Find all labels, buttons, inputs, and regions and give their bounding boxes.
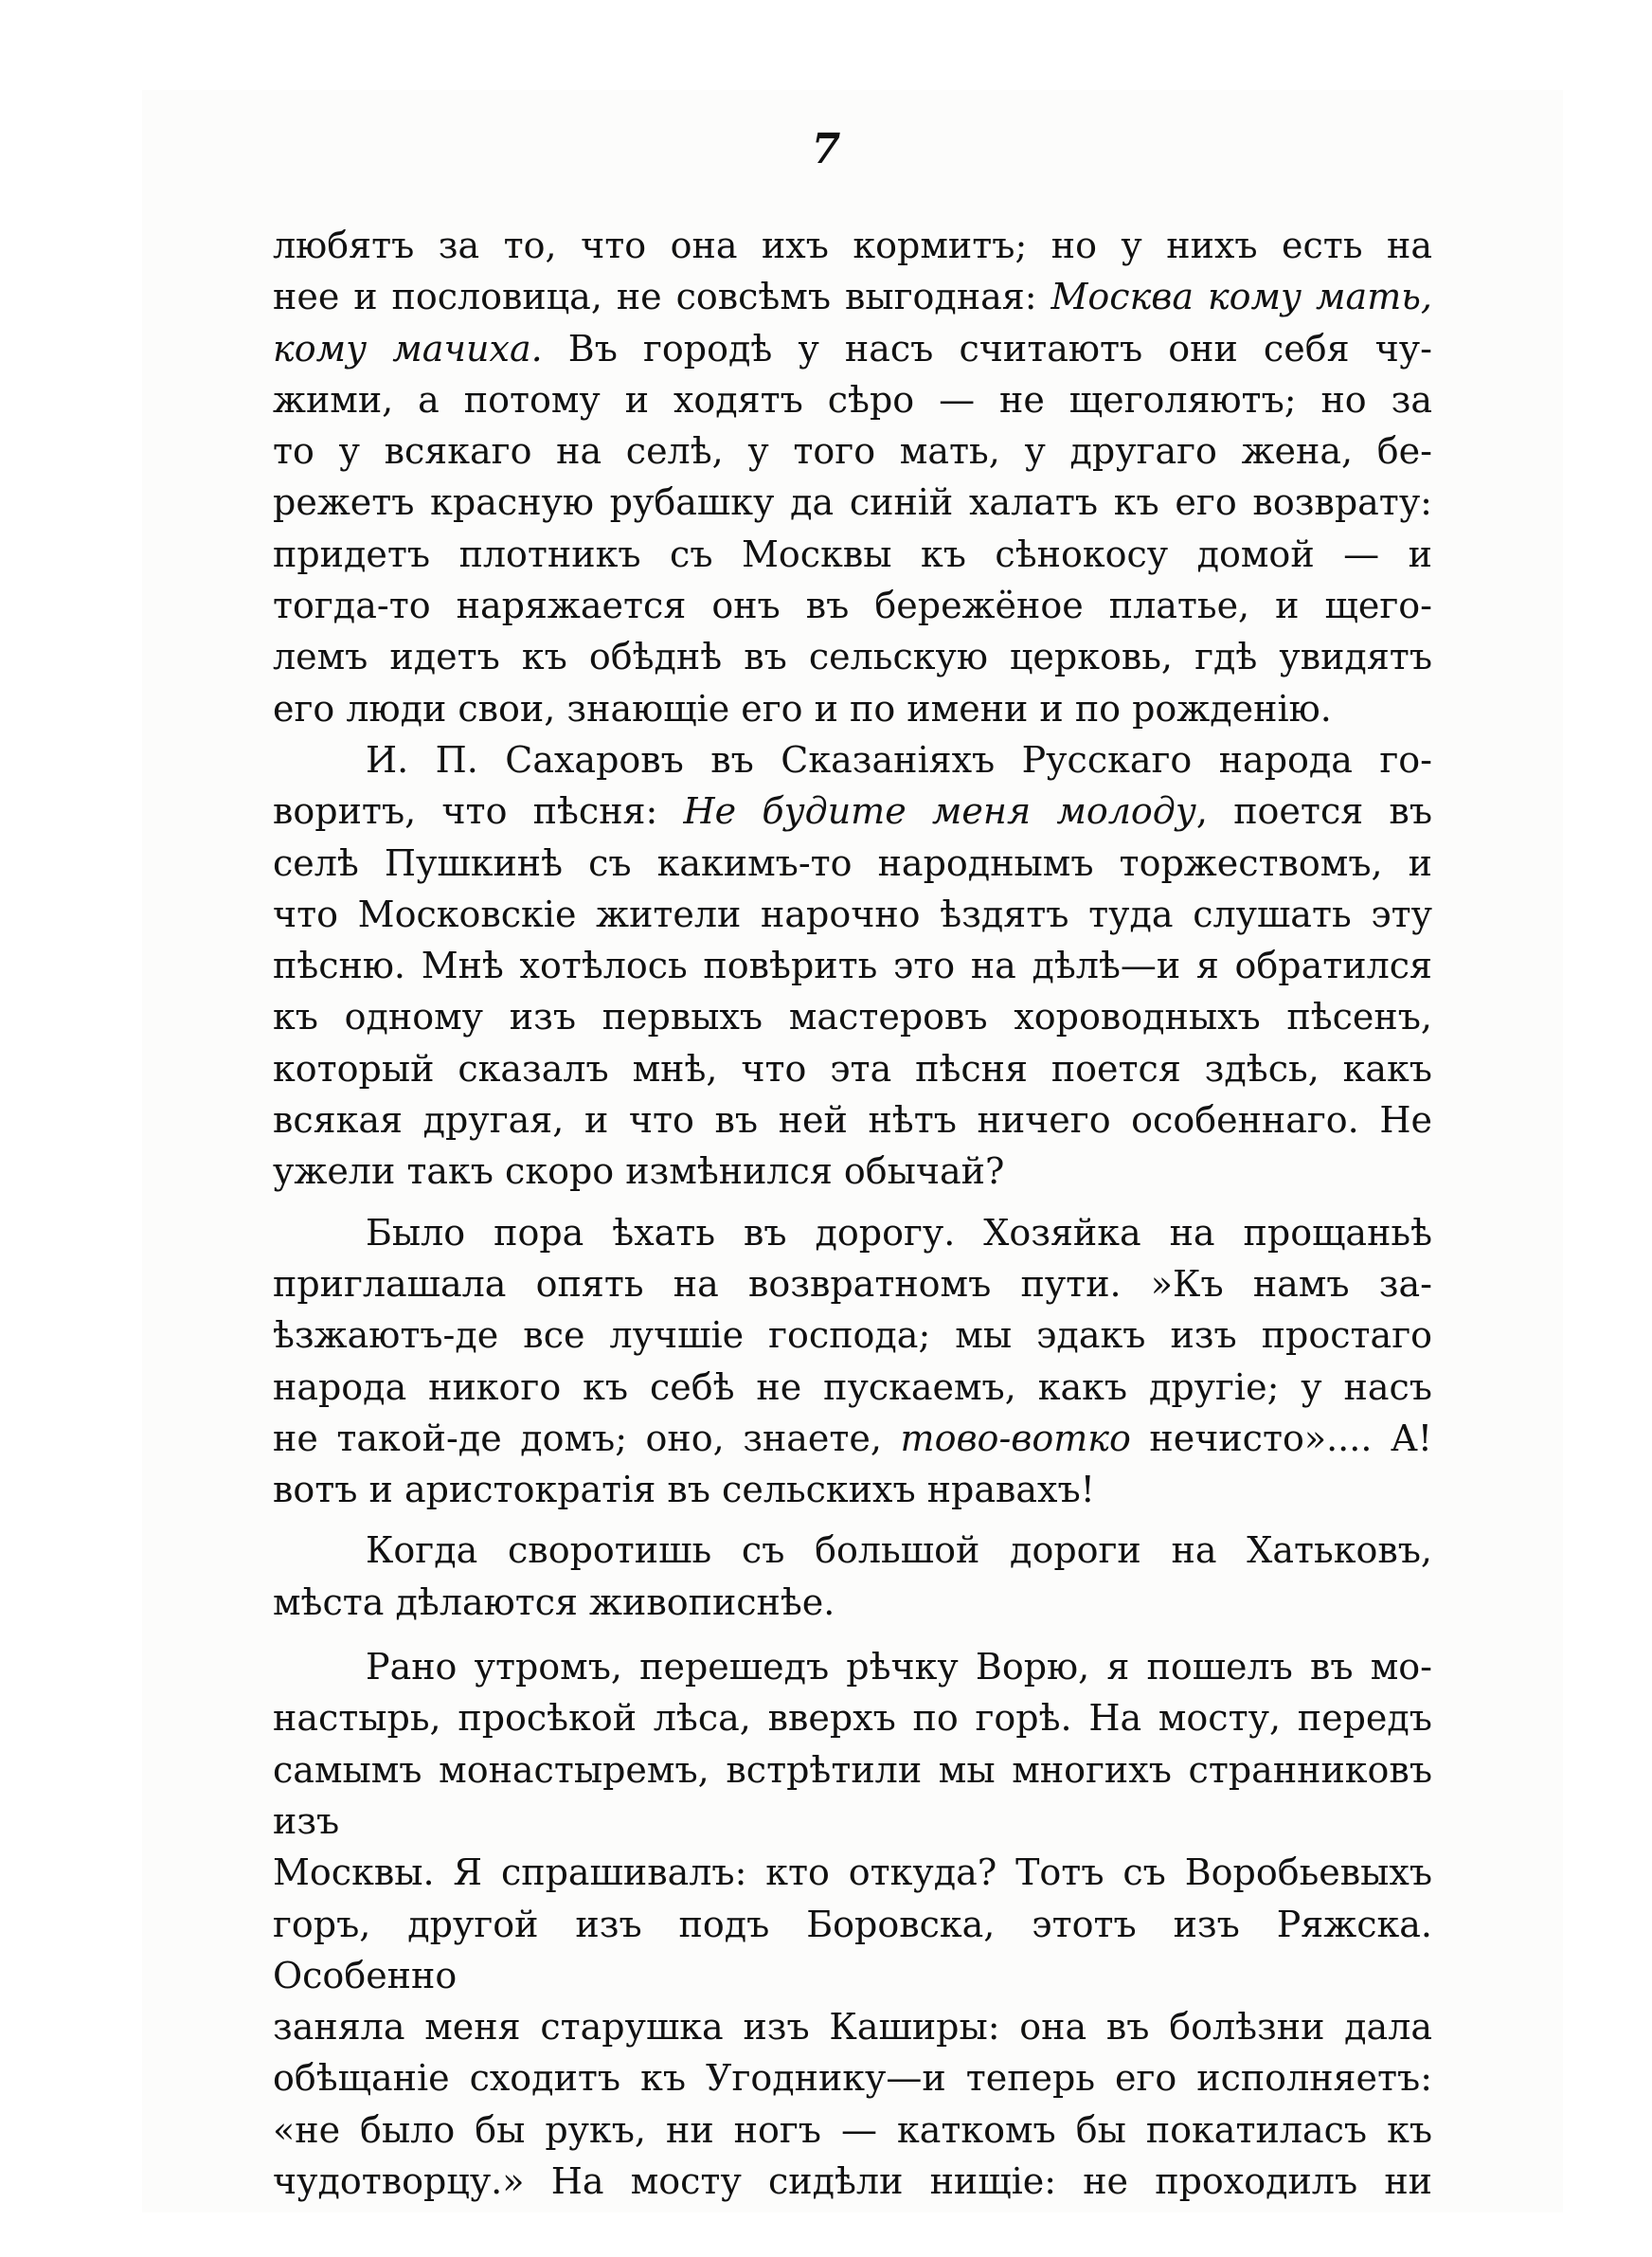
text-line: ѣзжаютъ-де все лучшіе господа; мы эдакъ изъ простаго [273, 1314, 1432, 1357]
text-line: его люди свои, знающіе его и по имени и по рожденію. [273, 687, 1332, 730]
italic-phrase: тово-вотко [900, 1417, 1131, 1459]
text-line: нее и пословица, не совсѣмъ выгодная: Москва кому мать, [273, 276, 1432, 318]
text-line: тогда-то наряжается онъ въ бережёное платье, и щего- [273, 585, 1432, 627]
body-text [273, 220, 1432, 2207]
text-line: самымъ монастыремъ, встрѣтили мы многихъ странниковъ изъ [273, 1748, 1432, 1842]
text-line: то у всякаго на селѣ, у того мать, у другаго жена, бе- [273, 430, 1432, 473]
text-line: Было пора ѣхать въ дорогу. Хозяйка на прощаньѣ [366, 1211, 1432, 1254]
text-line: настырь, просѣкой лѣса, вверхъ по горѣ. На мосту, передъ [273, 1697, 1432, 1740]
text-line: который сказалъ мнѣ, что эта пѣсня поется здѣсь, какъ [273, 1047, 1432, 1090]
text-line: приглашала опять на возвратномъ пути. »Къ намъ за- [273, 1262, 1432, 1305]
italic-phrase: Не будите меня молоду [683, 790, 1196, 833]
text-line: И. П. Сахаровъ въ Сказаніяхъ Русскаго народа го- [366, 738, 1432, 781]
italic-phrase: Москва кому мать, [1050, 276, 1432, 318]
text-line: придетъ плотникъ съ Москвы къ сѣнокосу домой — и [273, 533, 1432, 575]
italic-phrase: кому мачиха. [273, 327, 543, 370]
text-line: «не было бы рукъ, ни ногъ — каткомъ бы покатиласъ къ [273, 2108, 1432, 2151]
text-line: Москвы. Я спрашивалъ: кто откуда? Тотъ съ Воробьевыхъ [273, 1851, 1432, 1894]
page-number: 7 [811, 125, 841, 173]
text-line: жими, а потому и ходятъ сѣро — не щеголяютъ; но за [273, 378, 1432, 421]
text-line: горъ, другой изъ подъ Боровска, этотъ изъ Ряжска. Особенно [273, 1903, 1432, 1996]
text-line: мѣста дѣлаются живописнѣе. [273, 1580, 835, 1623]
text-line: заняла меня старушка изъ Каширы: она въ болѣзни дала [273, 2006, 1432, 2049]
text-line: ужели такъ скоро измѣнился обычай? [273, 1150, 1005, 1193]
text-line: всякая другая, и что въ ней нѣтъ ничего особеннаго. Не [273, 1099, 1432, 1142]
text-line: что Московскіе жители нарочно ѣздятъ туда слушать эту [273, 893, 1432, 935]
text-line: воритъ, что пѣсня: Не будите меня молоду, поется въ [273, 790, 1432, 833]
text-line: къ одному изъ первыхъ мастеровъ хороводныхъ пѣсенъ, [273, 996, 1432, 1038]
text-line: Рано утромъ, перешедъ рѣчку Ворю, я пошелъ въ мо- [366, 1646, 1432, 1688]
text-line: кому мачиха. Въ городѣ у насъ считаютъ они себя чу- [273, 327, 1432, 370]
text-line: не такой-де домъ; оно, знаете, тово-вотко нечисто».... А! [273, 1417, 1432, 1459]
text-line: обѣщаніе сходитъ къ Угоднику—и теперь его исполняетъ: [273, 2057, 1432, 2100]
text-line: Когда своротишь съ большой дороги на Хатьковъ, [366, 1529, 1432, 1572]
text-line: селѣ Пушкинѣ съ какимъ-то народнымъ торжествомъ, и [273, 841, 1432, 884]
text-line: пѣсню. Мнѣ хотѣлось повѣрить это на дѣлѣ—и я обратился [273, 945, 1432, 987]
text-line: чудотворцу.» На мосту сидѣли нищіе: не проходилъ ни [273, 2159, 1432, 2202]
text-line: лемъ идетъ къ обѣднѣ въ сельскую церковь, гдѣ увидятъ [273, 636, 1432, 678]
text-line: режетъ красную рубашку да синій халатъ къ его возврату: [273, 481, 1432, 524]
text-line: народа никого къ себѣ не пускаемъ, какъ другіе; у насъ [273, 1365, 1432, 1408]
text-line: вотъ и аристократія въ сельскихъ нравахъ! [273, 1469, 1095, 1511]
text-line: любятъ за то, что она ихъ кормитъ; но у нихъ есть на [273, 225, 1432, 266]
